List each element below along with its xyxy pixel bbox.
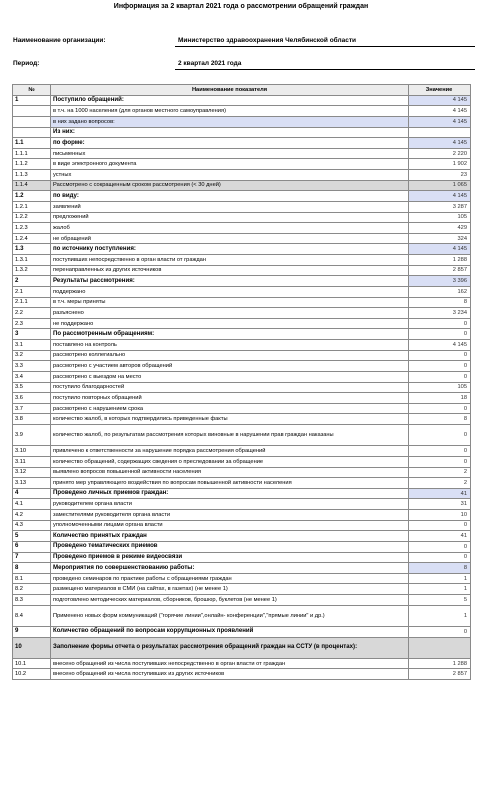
row-number: 1.1.1 — [13, 148, 51, 159]
row-number: 6 — [13, 541, 51, 552]
row-indicator-label: в т.ч. меры приняты — [51, 297, 409, 308]
row-number: 4.2 — [13, 510, 51, 521]
page-title: Информация за 2 квартал 2021 года о рассмотрении обращений граждан — [113, 3, 369, 10]
row-value: 4 145 — [409, 95, 471, 106]
row-value: 105 — [409, 212, 471, 223]
row-value: 0 — [409, 361, 471, 372]
row-indicator-label: в т.ч. на 1000 населения (для органов местного самоуправления) — [51, 106, 409, 117]
row-number: 7 — [13, 552, 51, 563]
table-row — [13, 541, 471, 552]
row-indicator-label: не поддержано — [51, 318, 409, 329]
row-value: 8 — [409, 414, 471, 425]
row-value: 1 288 — [409, 658, 471, 669]
table-row — [13, 531, 471, 542]
row-value: 18 — [409, 393, 471, 404]
row-indicator-label: привлечено к ответственности за нарушение порядка рассмотрения обращений — [51, 446, 409, 457]
row-number: 2 — [13, 276, 51, 287]
row-number: 4.1 — [13, 499, 51, 510]
row-value: 3 234 — [409, 308, 471, 319]
row-value: 4 145 — [409, 138, 471, 149]
organization-underline — [175, 46, 475, 47]
row-value: 2 857 — [409, 265, 471, 276]
row-indicator-label: Поступило обращений: — [51, 95, 409, 106]
row-number: 1.2 — [13, 191, 51, 202]
row-number: 1.1.3 — [13, 170, 51, 181]
row-number: 2.2 — [13, 308, 51, 319]
row-value: 10 — [409, 510, 471, 521]
table-row — [13, 159, 471, 170]
table-row — [13, 467, 471, 478]
row-value: 8 — [409, 563, 471, 574]
table-row — [13, 637, 471, 658]
table-row — [13, 95, 471, 106]
row-number: 1.2.3 — [13, 223, 51, 234]
row-indicator-label: выявлено вопросов повышенной активности населения — [51, 467, 409, 478]
row-number: 1.2.2 — [13, 212, 51, 223]
row-value: 5 — [409, 595, 471, 606]
table-row — [13, 318, 471, 329]
row-indicator-label: По рассмотренным обращениям: — [51, 329, 409, 340]
row-value: 1 — [409, 573, 471, 584]
table-header-row — [13, 85, 471, 96]
table-row — [13, 212, 471, 223]
row-indicator-label: поступило повторных обращений — [51, 393, 409, 404]
row-value: 0 — [409, 403, 471, 414]
table-row — [13, 446, 471, 457]
row-value: 324 — [409, 233, 471, 244]
row-number: 10.2 — [13, 669, 51, 680]
row-value: 1 902 — [409, 159, 471, 170]
table-row — [13, 127, 471, 138]
row-indicator-label: в них задано вопросов: — [51, 116, 409, 127]
row-indicator-label: Результаты рассмотрения: — [51, 276, 409, 287]
row-number: 3.13 — [13, 478, 51, 489]
table-row — [13, 297, 471, 308]
row-indicator-label: Проведено тематических приемов — [51, 541, 409, 552]
row-number: 1 — [13, 95, 51, 106]
organization-label: Наименование организации: — [13, 37, 106, 44]
table-row — [13, 393, 471, 404]
row-indicator-label: поступивших непосредственно в орган власти от граждан — [51, 255, 409, 266]
row-number: 3.2 — [13, 350, 51, 361]
row-number: 10 — [13, 637, 51, 658]
row-value: 4 145 — [409, 244, 471, 255]
table-row — [13, 148, 471, 159]
row-value: 0 — [409, 329, 471, 340]
row-number: 1.1.2 — [13, 159, 51, 170]
table-row — [13, 499, 471, 510]
row-value: 41 — [409, 531, 471, 542]
row-number: 1.1 — [13, 138, 51, 149]
table-row — [13, 552, 471, 563]
row-indicator-label: количество обращений, содержащих сведения о преследовании за обращение — [51, 456, 409, 467]
table-row — [13, 138, 471, 149]
table-row — [13, 223, 471, 234]
row-indicator-label: по форме: — [51, 138, 409, 149]
table-row — [13, 595, 471, 606]
row-value: 41 — [409, 488, 471, 499]
row-indicator-label: по виду: — [51, 191, 409, 202]
row-indicator-label: количество жалоб, по результатам рассмотрения которых виновные в нарушении прав граждан наказаны — [51, 425, 409, 446]
row-indicator-label: Мероприятия по совершенствованию работы: — [51, 563, 409, 574]
table-row — [13, 563, 471, 574]
row-indicator-label: устных — [51, 170, 409, 181]
column-header-value: Значение — [409, 85, 471, 96]
row-number: 1.3 — [13, 244, 51, 255]
row-value: 3 396 — [409, 276, 471, 287]
row-number: 8.4 — [13, 605, 51, 626]
row-number — [13, 106, 51, 117]
table-row — [13, 265, 471, 276]
row-indicator-label: Заполнение формы отчета о результатах рассмотрения обращений граждан на ССТУ (в процентах): — [51, 637, 409, 658]
row-indicator-label: рассмотрено с выездом на место — [51, 371, 409, 382]
row-indicator-label: Рассмотрено с сокращенным сроком рассмотрения (< 30 дней) — [51, 180, 409, 191]
row-number: 8 — [13, 563, 51, 574]
table-row — [13, 488, 471, 499]
table-row — [13, 626, 471, 637]
row-indicator-label: внесено обращений из числа поступивших из других источников — [51, 669, 409, 680]
row-indicator-label: Проведено приемов в режиме видеосвязи — [51, 552, 409, 563]
row-number: 3.5 — [13, 382, 51, 393]
table-row — [13, 201, 471, 212]
row-value: 0 — [409, 425, 471, 446]
row-value: 4 145 — [409, 191, 471, 202]
row-number: 3.4 — [13, 371, 51, 382]
table-row — [13, 573, 471, 584]
table-row — [13, 403, 471, 414]
table-row — [13, 605, 471, 626]
indicators-table — [12, 84, 471, 680]
table-row — [13, 456, 471, 467]
row-indicator-label: разъяснено — [51, 308, 409, 319]
row-indicator-label: подготовлено методических материалов, сборников, брошюр, буклетов (не менее 1) — [51, 595, 409, 606]
table-row — [13, 382, 471, 393]
row-indicator-label: предложений — [51, 212, 409, 223]
row-number: 3.8 — [13, 414, 51, 425]
row-number: 1.1.4 — [13, 180, 51, 191]
period-underline — [175, 69, 475, 70]
organization-value: Министерство здравоохранения Челябинской области — [178, 37, 357, 44]
row-number: 4 — [13, 488, 51, 499]
table-row — [13, 414, 471, 425]
row-value: 0 — [409, 552, 471, 563]
row-number: 1.3.2 — [13, 265, 51, 276]
row-indicator-label: принято мер управляющего воздействия по вопросам повышенной активности населения — [51, 478, 409, 489]
row-number: 2.3 — [13, 318, 51, 329]
row-number: 3.11 — [13, 456, 51, 467]
row-indicator-label: рассмотрено с нарушением срока — [51, 403, 409, 414]
period-label: Период: — [13, 60, 40, 67]
row-indicator-label: перенаправленных из других источников — [51, 265, 409, 276]
table-row — [13, 658, 471, 669]
row-value — [409, 127, 471, 138]
row-indicator-label: заместителями руководителя органа власти — [51, 510, 409, 521]
row-indicator-label: поставлено на контроль — [51, 340, 409, 351]
row-value: 4 145 — [409, 106, 471, 117]
row-value: 0 — [409, 350, 471, 361]
row-number: 10.1 — [13, 658, 51, 669]
row-indicator-label: количество жалоб, в которых подтвердились приведенные факты — [51, 414, 409, 425]
row-value: 0 — [409, 446, 471, 457]
table-row — [13, 180, 471, 191]
row-indicator-label: Проведено личных приемов граждан: — [51, 488, 409, 499]
row-value: 0 — [409, 318, 471, 329]
row-indicator-label: рассмотрено с участием авторов обращений — [51, 361, 409, 372]
row-value: 0 — [409, 371, 471, 382]
table-row — [13, 425, 471, 446]
row-number: 1.2.1 — [13, 201, 51, 212]
row-indicator-label: поступило благодарностей — [51, 382, 409, 393]
row-indicator-label: внесено обращений из числа поступивших непосредственно в орган власти от граждан — [51, 658, 409, 669]
table-row — [13, 340, 471, 351]
row-number: 3.6 — [13, 393, 51, 404]
row-value: 1 — [409, 605, 471, 626]
row-indicator-label: размещено материалов в СМИ (на сайтах, в газетах) (не менее 1) — [51, 584, 409, 595]
row-value: 0 — [409, 541, 471, 552]
row-value — [409, 637, 471, 658]
row-indicator-label: руководителем органа власти — [51, 499, 409, 510]
column-header-number: № — [13, 85, 51, 96]
table-row — [13, 244, 471, 255]
row-value: 429 — [409, 223, 471, 234]
table-row — [13, 669, 471, 680]
row-value: 8 — [409, 297, 471, 308]
table-row — [13, 116, 471, 127]
row-indicator-label: Количество принятых граждан — [51, 531, 409, 542]
table-row — [13, 233, 471, 244]
row-number: 3.10 — [13, 446, 51, 457]
row-value: 0 — [409, 626, 471, 637]
row-value: 3 287 — [409, 201, 471, 212]
row-indicator-label: письменных — [51, 148, 409, 159]
period-value: 2 квартал 2021 года — [178, 60, 242, 67]
row-value: 4 145 — [409, 340, 471, 351]
row-value: 4 145 — [409, 116, 471, 127]
row-number: 3.9 — [13, 425, 51, 446]
row-value: 2 — [409, 467, 471, 478]
table-row — [13, 361, 471, 372]
table-row — [13, 191, 471, 202]
row-value: 0 — [409, 456, 471, 467]
row-number: 3.1 — [13, 340, 51, 351]
row-indicator-label: Применено новых форм коммуникаций ("горячие линии",онлайн- конференции","прямые линии" и др.) — [51, 605, 409, 626]
row-number: 2.1 — [13, 286, 51, 297]
row-indicator-label: рассмотрено коллегиально — [51, 350, 409, 361]
row-number: 8.1 — [13, 573, 51, 584]
row-indicator-label: в виде электронного документа — [51, 159, 409, 170]
table-row — [13, 329, 471, 340]
row-number: 1.2.4 — [13, 233, 51, 244]
row-value: 2 857 — [409, 669, 471, 680]
column-header-indicator: Наименование показателя — [51, 85, 409, 96]
row-value: 2 — [409, 478, 471, 489]
table-row — [13, 350, 471, 361]
row-value: 2 220 — [409, 148, 471, 159]
row-indicator-label: проведено семинаров по практике работы с обращениями граждан — [51, 573, 409, 584]
row-value: 23 — [409, 170, 471, 181]
row-indicator-label: поддержано — [51, 286, 409, 297]
row-number: 1.3.1 — [13, 255, 51, 266]
row-indicator-label: не обращений — [51, 233, 409, 244]
table-row — [13, 520, 471, 531]
row-indicator-label: жалоб — [51, 223, 409, 234]
table-row — [13, 510, 471, 521]
row-number: 4.3 — [13, 520, 51, 531]
row-number: 9 — [13, 626, 51, 637]
row-value: 105 — [409, 382, 471, 393]
row-number: 3.7 — [13, 403, 51, 414]
row-number: 8.3 — [13, 595, 51, 606]
row-number: 8.2 — [13, 584, 51, 595]
row-indicator-label: заявлений — [51, 201, 409, 212]
row-value: 162 — [409, 286, 471, 297]
table-row — [13, 308, 471, 319]
row-number: 3.3 — [13, 361, 51, 372]
table-row — [13, 584, 471, 595]
row-number: 3.12 — [13, 467, 51, 478]
row-number — [13, 116, 51, 127]
row-value: 1 288 — [409, 255, 471, 266]
row-number: 5 — [13, 531, 51, 542]
table-row — [13, 170, 471, 181]
row-value: 1 065 — [409, 180, 471, 191]
row-indicator-label: уполномоченными лицами органа власти — [51, 520, 409, 531]
table-row — [13, 276, 471, 287]
table-row — [13, 478, 471, 489]
table-row — [13, 371, 471, 382]
row-value: 1 — [409, 584, 471, 595]
row-number: 2.1.1 — [13, 297, 51, 308]
table-row — [13, 255, 471, 266]
row-number — [13, 127, 51, 138]
table-row — [13, 106, 471, 117]
row-value: 31 — [409, 499, 471, 510]
row-indicator-label: Из них: — [51, 127, 409, 138]
table-row — [13, 286, 471, 297]
row-indicator-label: Количество обращений по вопросам коррупционных проявлений — [51, 626, 409, 637]
row-value: 0 — [409, 520, 471, 531]
row-indicator-label: по источнику поступления: — [51, 244, 409, 255]
row-number: 3 — [13, 329, 51, 340]
